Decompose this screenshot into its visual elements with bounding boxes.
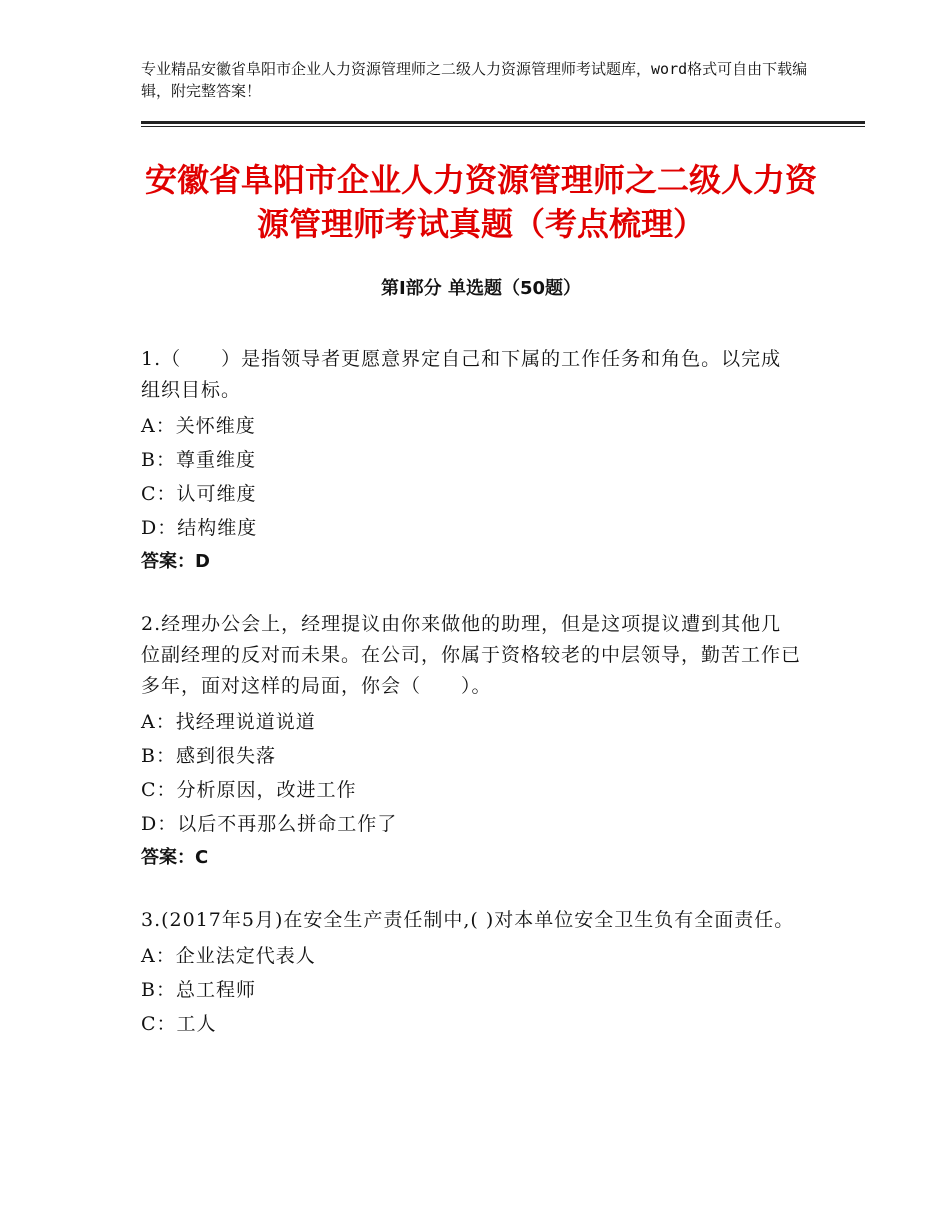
option-a: A：找经理说道说道 — [141, 711, 316, 733]
option-d: D：结构维度 — [141, 517, 258, 539]
question-3 — [141, 905, 801, 1041]
option-c: C：认可维度 — [141, 483, 257, 505]
option-a: A：关怀维度 — [141, 415, 256, 437]
header-divider-thick — [141, 121, 865, 124]
option-a: A：企业法定代表人 — [141, 945, 316, 967]
option-b: B：尊重维度 — [141, 449, 256, 471]
question-text: 2.经理办公会上，经理提议由你来做他的助理，但是这项提议遭到其他几位副经理的反对而未果。在公司，你属于资格较老的中层领导，勤苦工作已多年，面对这样的局面，你会（ ）。 — [141, 613, 802, 697]
option-c: C：分析原因，改进工作 — [141, 779, 357, 801]
option-b: B：总工程师 — [141, 979, 256, 1001]
question-2 — [141, 609, 801, 875]
question-text: 1.（ ）是指领导者更愿意界定自己和下属的工作任务和角色。以完成组织目标。 — [141, 348, 782, 401]
answer: 答案：D — [141, 551, 210, 572]
question-list — [141, 344, 801, 1071]
answer: 答案：C — [141, 847, 209, 868]
header-divider-thin — [141, 126, 865, 127]
header-note: 专业精品安徽省阜阳市企业人力资源管理师之二级人力资源管理师考试题库，word格式可自由下载编辑，附完整答案！ — [141, 60, 808, 100]
option-d: D：以后不再那么拼命工作了 — [141, 813, 398, 835]
document-title: 安徽省阜阳市企业人力资源管理师之二级人力资源管理师考试真题（考点梳理） — [144, 161, 817, 243]
option-c: C：工人 — [141, 1013, 217, 1035]
question-text: 3.(2017年5月)在安全生产责任制中,( )对本单位安全卫生负有全面责任。 — [141, 909, 795, 931]
section-title: 第Ⅰ部分 单选题（50题） — [380, 278, 581, 299]
option-b: B：感到很失落 — [141, 745, 276, 767]
question-1 — [141, 344, 801, 579]
